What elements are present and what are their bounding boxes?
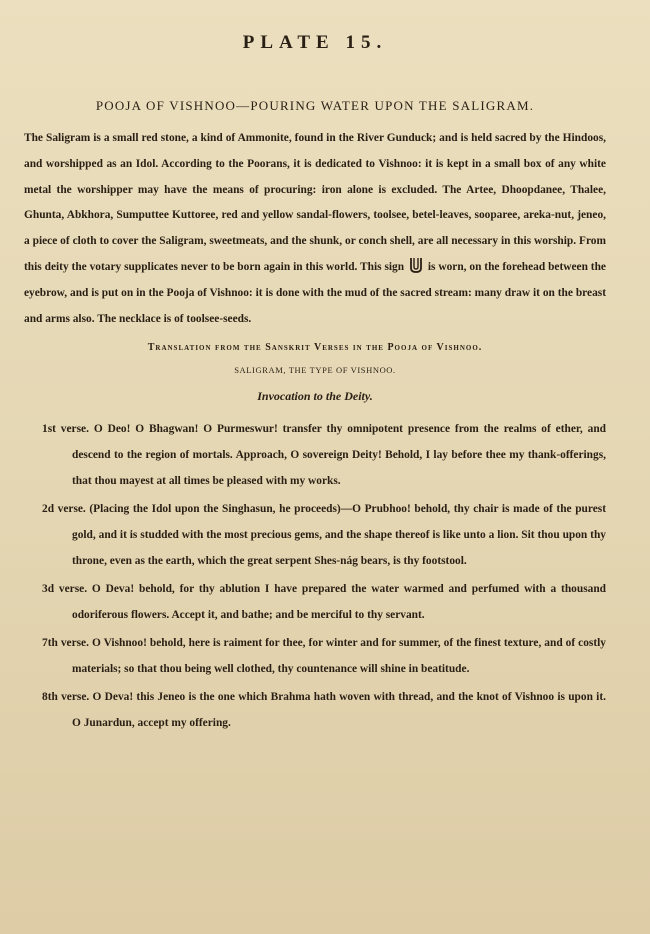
intro-paragraph [24, 126, 606, 332]
section-heading: POOJA OF VISHNOO—POURING WATER UPON THE SALIGRAM. [95, 98, 535, 113]
translation-heading: Translation from the Sanskrit Verses in the Pooja of Vishnoo. [147, 342, 483, 354]
tilak-sign-icon [409, 257, 423, 273]
verse-3: 3d verse. O Deva! behold, for thy ablution I have prepared the water warmed and perfumed with a thousand odoriferous flowers. Accept it, and bathe; and be merciful to thy servant. [42, 583, 606, 622]
verse-2: 2d verse. (Placing the Idol upon the Singhasun, he proceeds)—O Prubhoo! behold, thy chair is made of the purest gold, and it is studded with the most precious gems, and the shape thereof is like unto a lion. Sit thou upon thy throne, even as the earth, which the great serpent Shes-nág bears, is thy footstool. [42, 503, 606, 568]
invocation-heading: Invocation to the Deity. [257, 389, 373, 404]
verse-8: 8th verse. O Deva! this Jeneo is the one which Brahma hath woven with thread, and the knot of Vishnoo is upon it. O Junardun, accept my offering. [42, 691, 606, 730]
plate-title: PLATE 15. [242, 32, 388, 53]
verse-1: 1st verse. O Deo! O Bhagwan! O Purmeswur! transfer thy omnipotent presence from the realms of ether, and descend to the region of mortals. Approach, O sovereign Deity! Behold, I lay before thee my thank-offerings, that thou mayest at all times be pleased with my works. [42, 423, 606, 488]
subtitle: SALIGRAM, THE TYPE OF VISHNOO. [234, 365, 396, 376]
intro-text-before-sign: The Saligram is a small red stone, a kind of Ammonite, found in the River Gunduck; and is held sacred by the Hindoos, and worshipped as an Idol. According to the Poorans, it is dedicated to Vishnoo: it is kept in a small box of any white metal the worshipper may have the means of procuring: iron alone is excluded. The Artee, Dhoopdanee, Thalee, Ghunta, Abkhora, Sumputtee Kuttoree, red and yellow sandal-flowers, toolsee, betel-leaves, sooparee, areka-nut, jeneo, a piece of cloth to cover the Saligram, sweetmeats, and the shunk, or conch shell, are all necessary in this worship. From this deity the votary supplicates never to be born again in this world. This sign [24, 132, 606, 273]
verse-7: 7th verse. O Vishnoo! behold, here is raiment for thee, for winter and for summer, of the finest texture, and of costly materials; so that thou being well clothed, thy countenance will shine in beatitude. [42, 637, 606, 676]
intro-text-after-sign: is worn, on the forehead between the eyebrow, and is put on in the Pooja of Vishnoo: it is done with the mud of the sacred stream: many draw it on the breast and arms also. The necklace is of toolsee-seeds. [24, 260, 606, 325]
